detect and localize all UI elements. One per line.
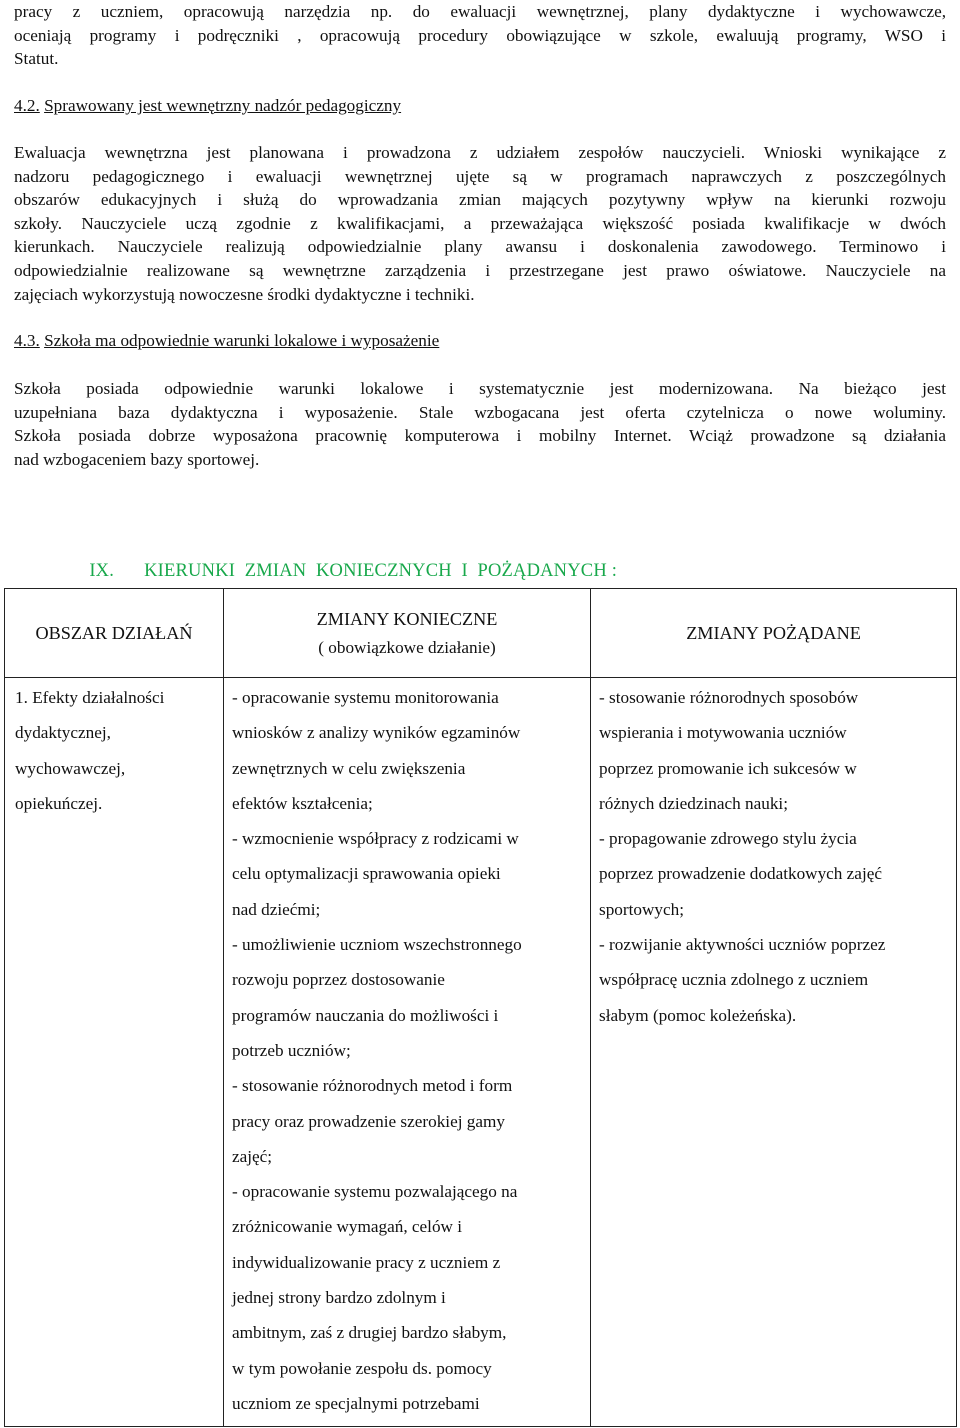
cell-line: ambitnym, zaś z drugiej bardzo słabym, [232,1323,507,1343]
section-ix-title: KIERUNKI ZMIAN KONIECZNYCH I POŻĄDANYCH : [144,561,618,581]
cell-line: - stosowanie różnorodnych sposobów [599,688,859,707]
section-4-3-line: uzupełniana baza dydaktyczna i wyposażenie. Stale wzbogacana jest oferta czytelnicza o nowe woluminy. [14,402,946,422]
cell-line: efektów kształcenia; [232,793,373,813]
section-4-2-line: odpowiedzialnie realizowane są wewnętrzne zarządzenia i przestrzegane jest prawo oświatowe. Nauczyciele na [14,260,946,280]
header-desired-label: ZMIANY POŻĄDANE [686,622,861,643]
section-4-3-line: nad wzbogaceniem bazy sportowej. [14,449,260,469]
cell-line: - wzmocnienie współpracy z rodzicami w [232,829,519,849]
section-ix-number: IX. [89,561,115,581]
section-4-2-line: szkoły. Nauczyciele uczą zgodnie z kwalifikacjami, a przeważająca większość posiada kwalifikacje w dwóch [14,213,946,233]
cell-line: uczniom ze specjalnymi potrzebami [232,1393,480,1413]
intro-line: oceniają programy i podręczniki , opracowują procedury obowiązujące w szkole, ewaluują programy, WSO i [14,25,946,45]
cell-line: zróżnicowanie wymagań, celów i [232,1217,463,1237]
header-required-label: ZMIANY KONIECZNE [316,608,498,629]
cell-line: dydaktycznej, [15,723,111,743]
cell-line: poprzez prowadzenie dodatkowych zajęć [599,864,882,884]
header-required-sublabel: ( obowiązkowe działanie) [318,637,496,657]
cell-line: w tym powołanie zespołu ds. pomocy [232,1358,492,1378]
intro-line: Statut. [14,49,59,69]
cell-line: wniosków z analizy wyników egzaminów [232,723,521,743]
section-4-2-paragraph1: Ewaluacja wewnętrzna jest planowana i prowadzona z udziałem zespołów nauczycieli. [14,143,746,162]
cell-area [5,678,224,1427]
section-4-2-line-part: Wnioski wynikające z [763,143,946,162]
header-area [5,589,224,678]
cell-line: współpracę ucznia zdolnego z uczniem [599,970,869,990]
cell-line: - propagowanie zdrowego stylu życia [599,829,857,849]
header-area-label: OBSZAR DZIAŁAŃ [35,622,193,643]
cell-line: sportowych; [599,899,684,919]
cell-line: programów nauczania do możliwości i [232,1005,499,1025]
cell-line: potrzeb uczniów; [232,1040,351,1060]
cell-line: - umożliwienie uczniom wszechstronnego [232,935,522,955]
section-4-3-heading [14,329,439,353]
section-4-2-line: obszarów edukacyjnych i służą do wprowadzania zmian mających pozytywny wpływ na kierunki rozwoju [14,190,946,210]
cell-line: poprzez promowanie ich sukcesów w [599,758,857,778]
cell-line: - opracowanie systemu pozwalającego na [232,1182,518,1202]
cell-line: wychowawczej, [15,758,126,778]
cell-line: nad dziećmi; [232,899,321,919]
section-4-3-line: Szkoła posiada odpowiednie warunki lokalowe i systematycznie jest modernizowana. Na bieżąco jest [14,379,946,398]
cell-required [224,678,591,1427]
table-header-row [5,589,957,678]
section-4-2-body [14,141,946,306]
changes-table [4,588,957,1427]
header-desired [591,589,957,678]
intro-paragraph [14,0,946,71]
cell-line: słabym (pomoc koleżeńska). [599,1005,797,1025]
cell-line: rozwoju poprzez dostosowanie [232,970,445,990]
section-4-2-title: Sprawowany jest wewnętrzny nadzór pedagogiczny [44,96,402,115]
section-4-3-line: Szkoła posiada dobrze wyposażona pracownię komputerowa i mobilny Internet. Wciąż prowadzone są działania [14,426,946,446]
cell-line: opiekuńczej. [15,793,103,813]
cell-line: - opracowanie systemu monitorowania [232,688,499,707]
cell-line: celu optymalizacji sprawowania opieki [232,864,501,884]
section-4-2-heading [14,94,401,118]
section-4-3-title: Szkoła ma odpowiednie warunki lokalowe i wyposażenie [44,331,440,350]
cell-line: zajęć; [232,1146,273,1166]
cell-line: wspierania i motywowania uczniów [599,723,847,743]
header-required [224,589,591,678]
cell-desired [591,678,957,1427]
cell-line: pracy oraz prowadzenie szerokiej gamy [232,1111,505,1131]
cell-line: 1. Efekty działalności [15,688,165,707]
cell-line: różnych dziedzinach nauki; [599,793,788,813]
table-row [5,678,957,1427]
section-4-3-body [14,377,946,471]
section-4-2-line [14,141,946,165]
cell-line: indywidualizowanie pracy z uczniem z [232,1252,501,1272]
intro-line: pracy z uczniem, opracowują narzędzia np. do ewaluacji wewnętrznej, plany dydaktyczne i wychowawcze, [14,2,946,21]
section-4-2-number: 4.2. [14,96,40,115]
cell-line: - rozwijanie aktywności uczniów poprzez [599,935,886,955]
section-4-3-number: 4.3. [14,331,40,350]
cell-line: - stosowanie różnorodnych metod i form [232,1076,513,1096]
section-4-2-line: zajęciach wykorzystują nowoczesne środki dydaktyczne i techniki. [14,284,475,304]
cell-line: jednej strony bardzo zdolnym i [232,1288,446,1308]
cell-line: zewnętrznych w celu zwiększenia [232,758,466,778]
section-4-2-line: kierunkach. Nauczyciele realizują odpowiedzialnie plany awansu i doskonalenia zawodowego. Terminowo i [14,237,946,257]
section-4-2-line: nadzoru pedagogicznego i ewaluacji wewnętrznej ujęte są w programach naprawczych z poszczególnych [14,166,946,186]
